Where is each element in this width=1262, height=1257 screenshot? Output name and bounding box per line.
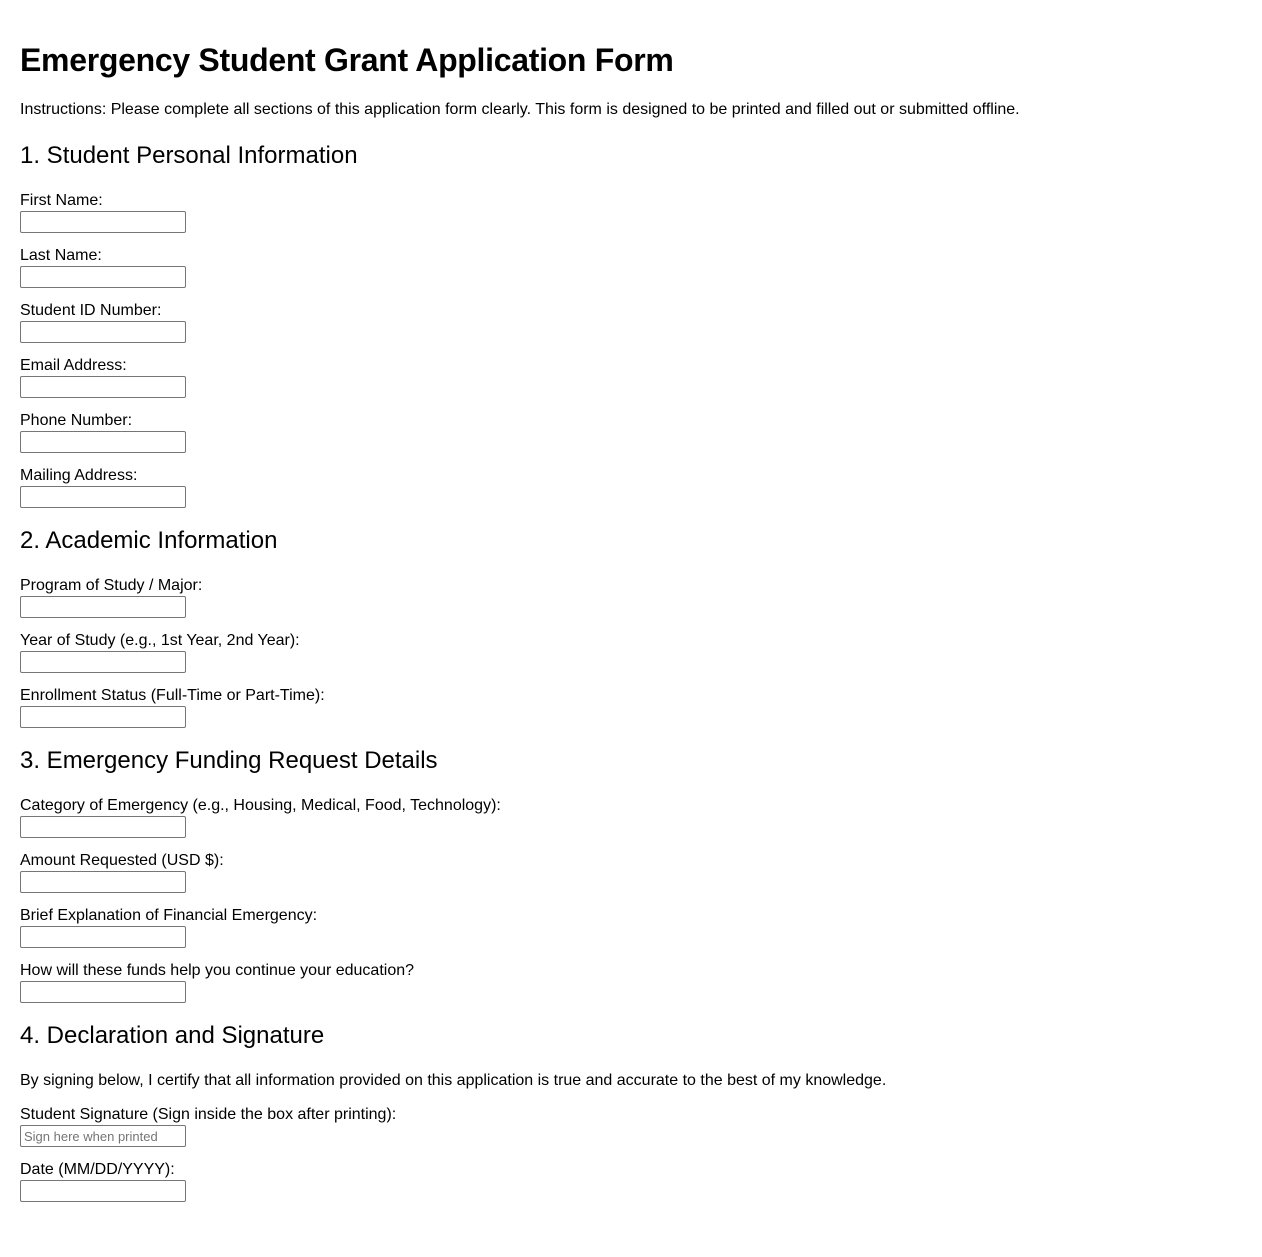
first-name-input[interactable] bbox=[20, 211, 186, 233]
phone-input[interactable] bbox=[20, 431, 186, 453]
signature-label: Student Signature (Sign inside the box after printing): bbox=[20, 1106, 397, 1123]
phone-label: Phone Number: bbox=[20, 412, 133, 429]
section-heading-funding: 3. Emergency Funding Request Details bbox=[20, 747, 438, 774]
personal-fields bbox=[20, 191, 1242, 508]
email-input[interactable] bbox=[20, 376, 186, 398]
funding-fields bbox=[20, 796, 1242, 1003]
student-id-input[interactable] bbox=[20, 321, 186, 343]
emergency-category-input[interactable] bbox=[20, 816, 186, 838]
last-name-label: Last Name: bbox=[20, 247, 102, 264]
email-label: Email Address: bbox=[20, 357, 127, 374]
mailing-address-label: Mailing Address: bbox=[20, 467, 138, 484]
enrollment-status-label: Enrollment Status (Full-Time or Part-Time): bbox=[20, 687, 325, 704]
year-of-study-input[interactable] bbox=[20, 651, 186, 673]
section-heading-personal: 1. Student Personal Information bbox=[20, 142, 358, 169]
signature-input[interactable] bbox=[20, 1125, 186, 1147]
date-field-group bbox=[20, 1160, 1242, 1202]
year-of-study-field-group bbox=[20, 631, 1242, 673]
emergency-category-field-group bbox=[20, 796, 1242, 838]
signature-field-group bbox=[20, 1105, 1242, 1147]
form-instructions: Instructions: Please complete all sections of this application form clearly. This form is designed to be printed and filled out or submitted offline. bbox=[20, 101, 1020, 118]
funds-impact-input[interactable] bbox=[20, 981, 186, 1003]
student-id-field-group bbox=[20, 301, 1242, 343]
first-name-field-group bbox=[20, 191, 1242, 233]
mailing-address-input[interactable] bbox=[20, 486, 186, 508]
declaration-statement: By signing below, I certify that all information provided on this application is true and accurate to the best of my knowledge. bbox=[20, 1072, 887, 1089]
amount-requested-label: Amount Requested (USD $): bbox=[20, 852, 224, 869]
program-field-group bbox=[20, 576, 1242, 618]
section-personal-information bbox=[20, 141, 1242, 508]
enrollment-status-field-group bbox=[20, 686, 1242, 728]
date-input[interactable] bbox=[20, 1180, 186, 1202]
enrollment-status-input[interactable] bbox=[20, 706, 186, 728]
explanation-input[interactable] bbox=[20, 926, 186, 948]
section-heading-academic: 2. Academic Information bbox=[20, 527, 278, 554]
section-heading-declaration: 4. Declaration and Signature bbox=[20, 1022, 325, 1049]
program-input[interactable] bbox=[20, 596, 186, 618]
section-declaration bbox=[20, 1021, 1242, 1202]
year-of-study-label: Year of Study (e.g., 1st Year, 2nd Year): bbox=[20, 632, 300, 649]
program-label: Program of Study / Major: bbox=[20, 577, 203, 594]
student-id-label: Student ID Number: bbox=[20, 302, 162, 319]
amount-requested-input[interactable] bbox=[20, 871, 186, 893]
date-label: Date (MM/DD/YYYY): bbox=[20, 1161, 175, 1178]
last-name-input[interactable] bbox=[20, 266, 186, 288]
funds-impact-field-group bbox=[20, 961, 1242, 1003]
explanation-field-group bbox=[20, 906, 1242, 948]
form-title: Emergency Student Grant Application Form bbox=[20, 42, 674, 78]
section-academic-information bbox=[20, 526, 1242, 728]
section-funding-request bbox=[20, 746, 1242, 1003]
academic-fields bbox=[20, 576, 1242, 728]
mailing-address-field-group bbox=[20, 466, 1242, 508]
last-name-field-group bbox=[20, 246, 1242, 288]
explanation-label: Brief Explanation of Financial Emergency: bbox=[20, 907, 318, 924]
amount-requested-field-group bbox=[20, 851, 1242, 893]
email-field-group bbox=[20, 356, 1242, 398]
first-name-label: First Name: bbox=[20, 192, 103, 209]
funds-impact-label: How will these funds help you continue your education? bbox=[20, 962, 415, 979]
phone-field-group bbox=[20, 411, 1242, 453]
emergency-category-label: Category of Emergency (e.g., Housing, Medical, Food, Technology): bbox=[20, 797, 501, 814]
